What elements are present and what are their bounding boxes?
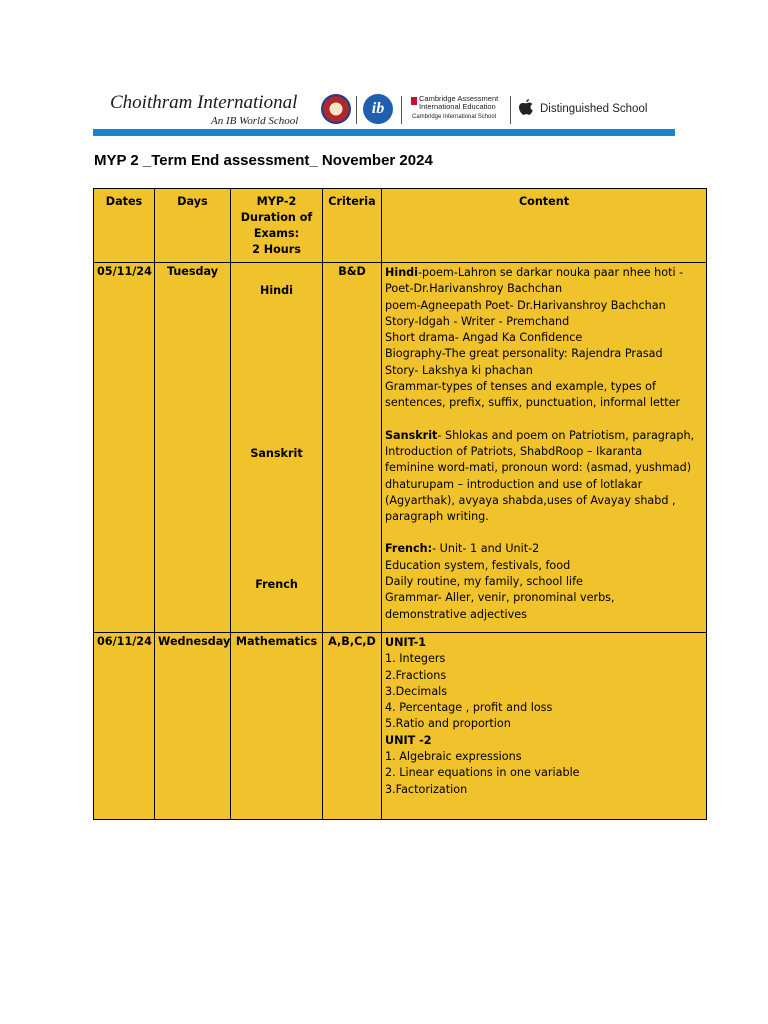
content-cell — [382, 263, 707, 633]
school-name: Choithram International — [110, 92, 298, 113]
block-label: Sanskrit — [385, 428, 438, 442]
logo-divider — [356, 96, 357, 124]
sanskrit-syllabus — [385, 428, 703, 526]
logo-divider — [401, 96, 402, 124]
unit-heading — [385, 635, 703, 651]
subject-hindi: Hindi — [259, 284, 293, 297]
apple-icon — [518, 99, 534, 117]
cambridge-logo-text — [419, 95, 498, 111]
subject-cell — [231, 263, 323, 633]
content-line: paragraph writing. — [385, 510, 489, 524]
school-subtitle: An IB World School — [211, 115, 299, 127]
schedule-table — [93, 188, 707, 820]
content-line: 4. Percentage , profit and loss — [385, 701, 553, 715]
subject-french: French — [255, 578, 298, 591]
content-line: Daily routine, my family, school life — [385, 575, 583, 589]
day-cell: Tuesday — [155, 263, 231, 633]
logo-divider — [510, 96, 511, 124]
content-line: 2.Fractions — [385, 668, 447, 682]
header-days: Days — [155, 189, 231, 263]
content-line: 1. Algebraic expressions — [385, 750, 522, 764]
header-criteria: Criteria — [323, 189, 382, 263]
content-line: Education system, festivals, food — [385, 558, 571, 572]
day-cell: Wednesday — [155, 633, 231, 820]
distinguished-school-label: Distinguished School — [540, 103, 648, 115]
cambridge-shield-icon — [411, 97, 417, 105]
hindi-syllabus — [385, 265, 703, 412]
content-line: Story- Lakshya ki phachan — [385, 363, 533, 377]
page-title: MYP 2 _Term End assessment_ November 2024 — [94, 152, 433, 169]
date-cell: 06/11/24 — [94, 633, 155, 820]
content-line: Story-Idgah - Writer - Premchand — [385, 314, 570, 328]
content-line: Grammar- Aller, venir, pronominal verbs, — [385, 591, 615, 605]
block-label: Hindi — [385, 266, 419, 279]
content-line: 5.Ratio and proportion — [385, 717, 511, 731]
table-header-row — [94, 189, 707, 263]
unit1-label: UNIT-1 — [385, 636, 427, 649]
unit2-label: UNIT -2 — [385, 733, 432, 747]
subject-sanskrit: Sanskrit — [250, 447, 303, 460]
content-line: 1. Integers — [385, 652, 446, 666]
date-cell: 05/11/24 — [94, 263, 155, 633]
duration-line: 2 Hours — [252, 243, 301, 256]
ib-logo: ib — [363, 94, 393, 124]
school-header — [93, 88, 675, 136]
french-syllabus — [385, 541, 703, 622]
content-line: Poet-Dr.Harivanshroy Bachchan — [385, 282, 563, 296]
content-line: Grammar-types of tenses and example, types of — [385, 380, 656, 394]
content-line: demonstrative adjectives — [385, 607, 527, 621]
duration-line: Exams: — [253, 227, 300, 240]
table-row — [94, 263, 707, 633]
header-duration — [231, 189, 323, 263]
content-line — [385, 541, 703, 557]
content-line: feminine word-mati, pronoun word: (asmad, yushmad) — [385, 461, 692, 475]
cambridge-line1: Cambridge Assessment — [419, 94, 499, 103]
content-line — [385, 428, 703, 444]
block-label: French: — [385, 542, 433, 556]
cambridge-school-text: Cambridge International School — [412, 114, 497, 120]
school-seal-logo — [321, 94, 351, 124]
criteria-cell: A,B,C,D — [323, 633, 382, 820]
content-line: (Agyarthak), avyaya shabda,uses of Avayay shabd , — [385, 493, 676, 507]
subject-cell: Mathematics — [231, 633, 323, 820]
content-line: dhaturupam – introduction and use of lotlakar — [385, 477, 643, 491]
content-line: 3.Factorization — [385, 782, 468, 796]
cambridge-line2: International Education — [419, 102, 496, 111]
content-line: sentences, prefix, suffix, punctuation, informal letter — [385, 396, 681, 410]
block-first-line: - Shlokas and poem on Patriotism, paragraph, — [437, 428, 695, 442]
table-row — [94, 633, 707, 820]
duration-line: Duration of — [240, 211, 313, 224]
header-accent-bar — [93, 129, 675, 136]
content-line: Introduction of Patriots, ShabdRoop – Ikaranta — [385, 444, 643, 458]
duration-line: MYP-2 — [256, 195, 297, 208]
content-line: Biography-The great personality: Rajendra Prasad — [385, 347, 663, 361]
block-first-line: -poem-Lahron se darkar nouka paar nhee hoti - — [418, 266, 684, 279]
content-line: 3.Decimals — [385, 684, 448, 698]
content-line — [385, 265, 703, 281]
header-content: Content — [382, 189, 707, 263]
content-line: 2. Linear equations in one variable — [385, 766, 580, 780]
block-first-line: - Unit- 1 and Unit-2 — [432, 542, 540, 556]
header-dates: Dates — [94, 189, 155, 263]
content-line: poem-Agneepath Poet- Dr.Harivanshroy Bachchan — [385, 298, 666, 312]
content-cell — [382, 633, 707, 820]
unit-heading — [385, 733, 703, 749]
content-line: Short drama- Angad Ka Confidence — [385, 331, 583, 345]
criteria-cell: B&D — [323, 263, 382, 633]
